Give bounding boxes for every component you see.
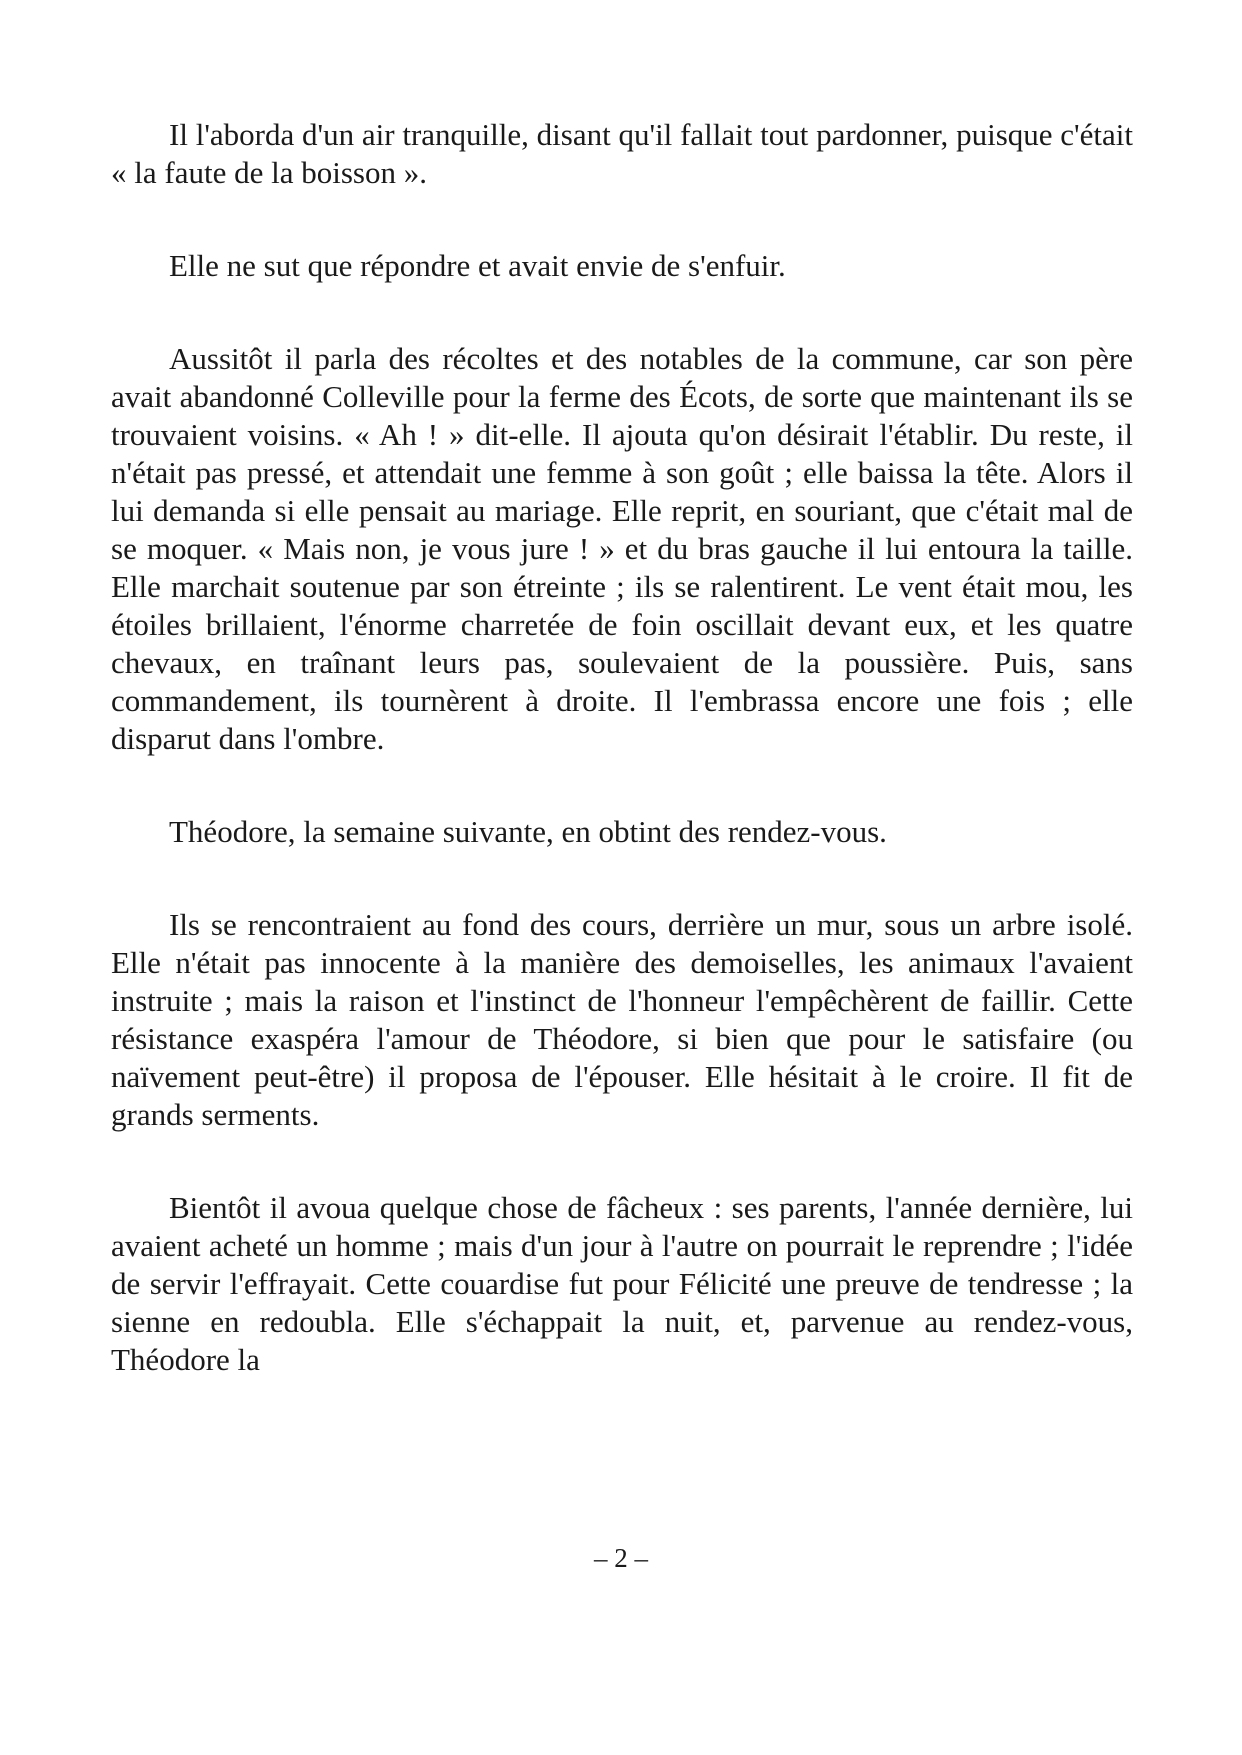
body-text — [111, 116, 1133, 1434]
page-number: – 2 – — [594, 1543, 648, 1573]
paragraph-2: Elle ne sut que répondre et avait envie de s'enfuir. — [169, 248, 786, 283]
paragraph-6: Bientôt il avoua quelque chose de fâcheux : ses parents, l'année dernière, lui avaient acheté un homme ; mais d'un jour à l'autre on pourrait le reprendre ; l'idée de servir l'effrayait. Cette couardise fut pour Félicité une preuve de tendresse ; la sienne en redoubla. Elle s'échappait la nuit, et, parvenue au rendez-vous, Théodore la — [111, 1190, 1133, 1377]
paragraph-3: Aussitôt il parla des récoltes et des notables de la commune, car son père avait abandonné Colleville pour la ferme des Écots, de sorte que maintenant ils se trouvaient voisins. « Ah ! » dit-elle. Il ajouta qu'on désirait l'établir. Du reste, il n'était pas pressé, et attendait une femme à son goût ; elle baissa la tête. Alors il lui demanda si elle pensait au mariage. Elle reprit, en souriant, que c'était mal de se moquer. « Mais non, je vous jure ! » et du bras gauche il lui entoura la taille. Elle marchait soutenue par son étreinte ; ils se ralentirent. Le vent était mou, les étoiles brillaient, l'énorme charretée de foin oscillait devant eux, et les quatre chevaux, en traînant leurs pas, soulevaient de la poussière. Puis, sans commandement, ils tournèrent à droite. Il l'embrassa encore une fois ; elle disparut dans l'ombre. — [111, 341, 1133, 756]
paragraph-1: Il l'aborda d'un air tranquille, disant qu'il fallait tout pardonner, puisque c'était « la faute de la boisson ». — [111, 117, 1133, 190]
paragraph-5: Ils se rencontraient au fond des cours, derrière un mur, sous un arbre isolé. Elle n'était pas innocente à la manière des demoiselles, les animaux l'avaient instruite ; mais la raison et l'instinct de l'honneur l'empêchèrent de faillir. Cette résistance exaspéra l'amour de Théodore, si bien que pour le satisfaire (ou naïvement peut-être) il proposa de l'épouser. Elle hésitait à le croire. Il fit de grands serments. — [111, 907, 1133, 1132]
paragraph-4: Théodore, la semaine suivante, en obtint des rendez-vous. — [169, 814, 887, 849]
